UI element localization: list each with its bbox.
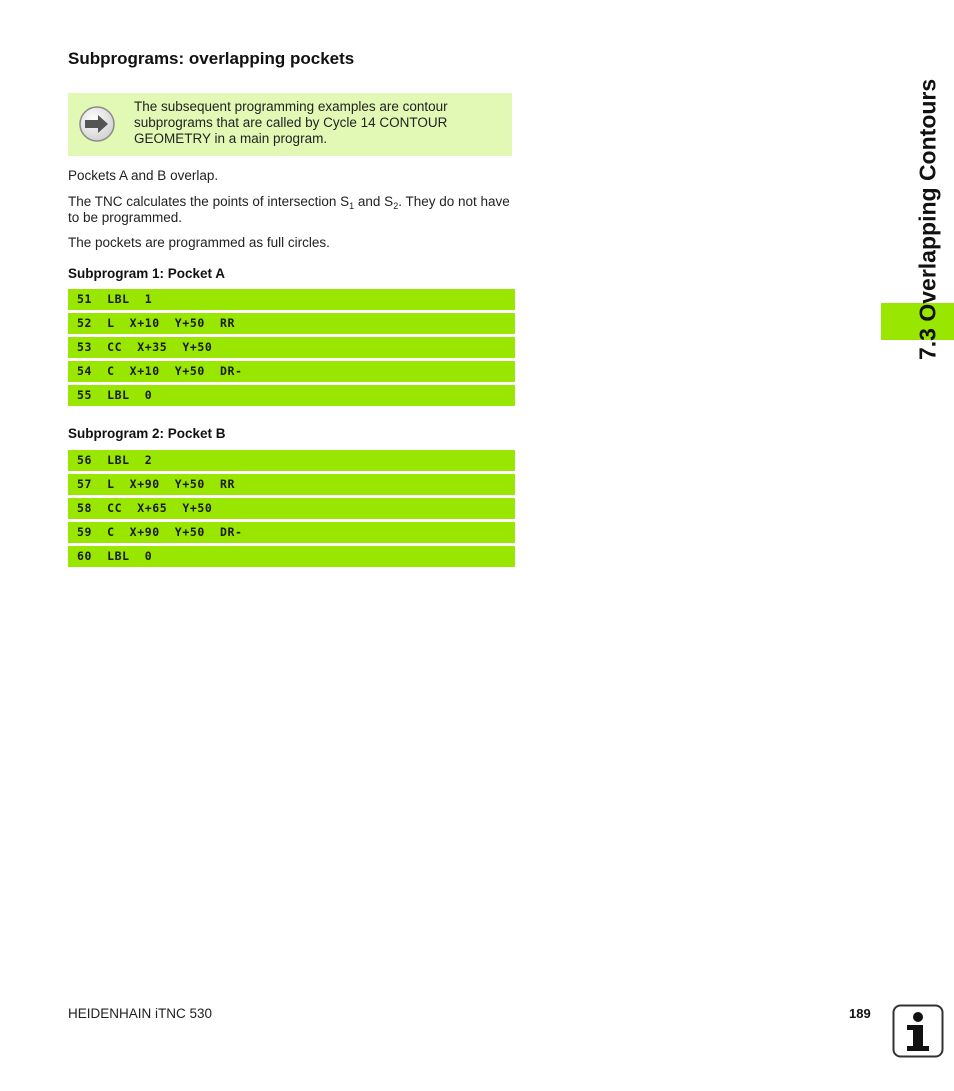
code-line: 53 CC X+35 Y+50: [68, 337, 515, 358]
code-line: 56 LBL 2: [68, 450, 515, 471]
code-line: 52 L X+10 Y+50 RR: [68, 313, 515, 334]
code-line: 51 LBL 1: [68, 289, 515, 310]
note-box: [68, 93, 512, 156]
code-line: 58 CC X+65 Y+50: [68, 498, 515, 519]
page-title: Subprograms: overlapping pockets: [68, 49, 355, 68]
code-line: 57 L X+90 Y+50 RR: [68, 474, 515, 495]
footer-product: HEIDENHAIN iTNC 530: [68, 1006, 213, 1021]
chapter-side-label: 7.3 Overlapping Contours: [914, 78, 941, 360]
code-line: 60 LBL 0: [68, 546, 515, 567]
page-number: 189: [849, 1006, 871, 1021]
subprogram-b-code: [68, 450, 515, 570]
paragraph-intersection: The TNC calculates the points of intersection $S_1$ and $S_2$. They do not have to be programmed.: [68, 194, 510, 225]
info-icon: [892, 1004, 944, 1058]
subprogram-a-heading: Subprogram 1: Pocket A: [68, 266, 226, 281]
code-line: 54 C X+10 Y+50 DR-: [68, 361, 515, 382]
code-line: 55 LBL 0: [68, 385, 515, 406]
code-line: 59 C X+90 Y+50 DR-: [68, 522, 515, 543]
subprogram-b-heading: Subprogram 2: Pocket B: [68, 426, 226, 441]
paragraph-overlap: Pockets A and B overlap.: [68, 168, 219, 183]
subprogram-a-code: [68, 289, 515, 409]
arrow-right-icon: [78, 105, 116, 143]
note-text: The subsequent programming examples are contour subprograms that are called by Cycle 14 CONTOUR GEOMETRY in a main program.: [134, 99, 448, 146]
paragraph-full-circles: The pockets are programmed as full circles.: [68, 235, 330, 250]
